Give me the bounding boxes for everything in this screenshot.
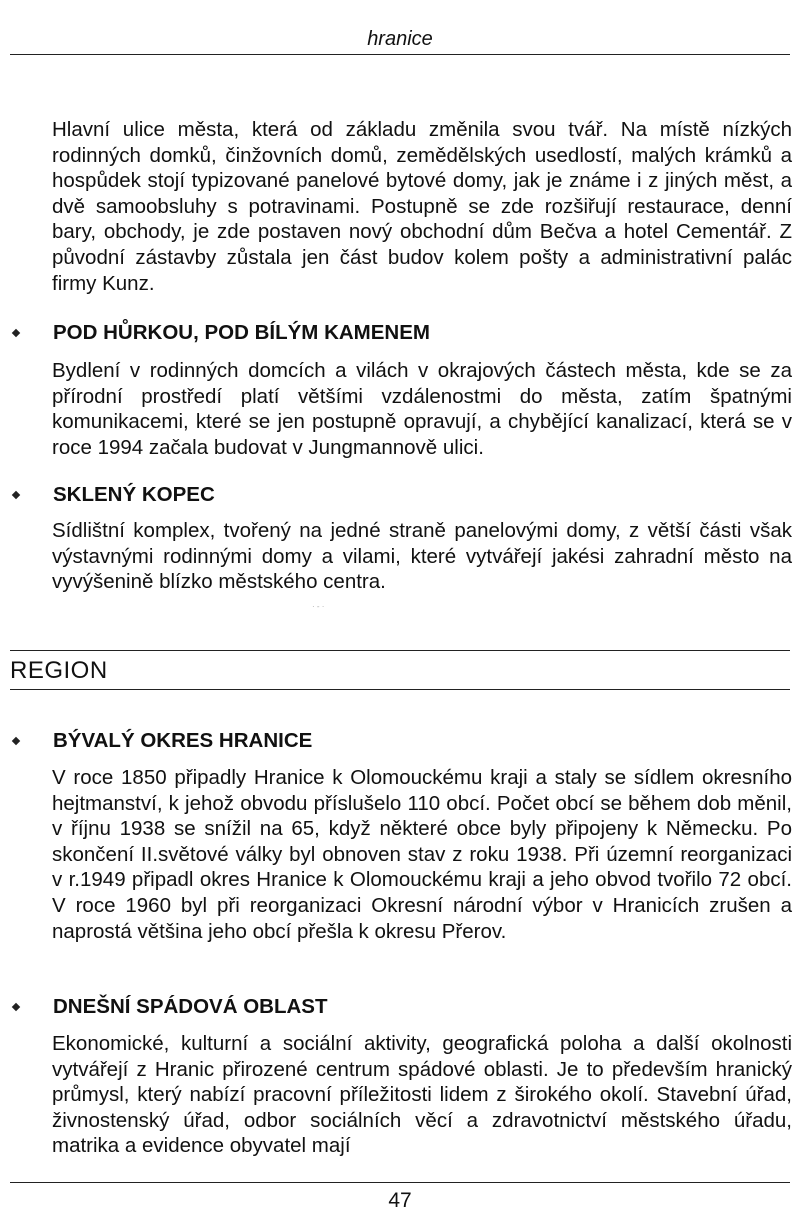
section-paragraph: Ekonomické, kulturní a sociální aktivity, geografická poloha a další okolnosti vytvářejí z Hranic přirozené centrum spádové oblasti. Je to především hranický průmysl, který nabízí pracovní příležitosti lidem z širokého okolí. Stavební úřad, živnostenský úřad, odbor sociálních věcí a zdravotnictví městského úřadu, matrika a evidence obyvatel mají bbox=[52, 1032, 792, 1158]
section-heading-text: DNEŠNÍ SPÁDOVÁ OBLAST bbox=[53, 995, 328, 1018]
section-heading bbox=[12, 483, 215, 507]
diamond-bullet-icon bbox=[12, 737, 20, 745]
region-top-rule bbox=[10, 650, 790, 651]
section-heading bbox=[12, 995, 328, 1019]
header-rule bbox=[10, 54, 790, 55]
scan-speck: · - · bbox=[312, 602, 325, 611]
running-head: hranice bbox=[367, 28, 433, 50]
section-paragraph: Sídlištní komplex, tvořený na jedné straně panelovými domy, z větší části však výstavnými rodinnými domy a vilami, které vytvářejí jakési zahradní město na vyvýšenině blízko městského centra. bbox=[52, 519, 792, 594]
section-heading bbox=[12, 321, 430, 345]
section-heading bbox=[12, 729, 312, 753]
page-number: 47 bbox=[388, 1189, 412, 1212]
diamond-bullet-icon bbox=[12, 491, 20, 499]
footer-rule bbox=[10, 1182, 790, 1183]
section-heading-text: SKLENÝ KOPEC bbox=[53, 483, 215, 506]
region-title: REGION bbox=[10, 657, 108, 684]
section-heading-text: BÝVALÝ OKRES HRANICE bbox=[53, 729, 313, 752]
diamond-bullet-icon bbox=[12, 1003, 20, 1011]
region-bottom-rule bbox=[10, 689, 790, 690]
section-paragraph: V roce 1850 připadly Hranice k Olomouckému kraji a staly se sídlem okresního hejtmanství, k jehož obvodu příslušelo 110 obcí. Počet obcí se během dob měnil, v říjnu 1938 se snížil na 65, když některé obce byly připojeny k Německu. Po skončení II.světové války byl obnoven stav z roku 1938. Při územní reorganizaci v r.1949 připadl okres Hranice k Olomouckému kraji a jeho obvod tvořilo 72 obcí. V roce 1960 byl při reorganizaci Okresní národní výbor v Hranicích zrušen a naprostá většina jeho obcí přešla k okresu Přerov. bbox=[52, 766, 792, 943]
intro-paragraph: Hlavní ulice města, která od základu změnila svou tvář. Na místě nízkých rodinných domků, činžovních domů, zemědělských usedlostí, malých krámků a hospůdek stojí typizované panelové bytové domy, jak je známe i z jiných měst, a dvě samoobsluhy s potravinami. Postupně se zde rozšiřují restaurace, denní bary, obchody, je zde postaven nový obchodní dům Bečva a hotel Cementář. Z původní zástavby zůstala jen část budov kolem pošty a administrativní palác firmy Kunz. bbox=[52, 118, 792, 295]
section-paragraph: Bydlení v rodinných domcích a vilách v okrajových částech města, kde se za přírodní prostředí platí většími vzdálenostmi do města, zatím špatnými komunikacemi, které se jen postupně opravují, a chybějící kanalizací, která se v roce 1994 začala budovat v Jungmannově ulici. bbox=[52, 359, 792, 459]
diamond-bullet-icon bbox=[12, 329, 20, 337]
section-heading-text: POD HŮRKOU, POD BÍLÝM KAMENEM bbox=[53, 321, 430, 344]
